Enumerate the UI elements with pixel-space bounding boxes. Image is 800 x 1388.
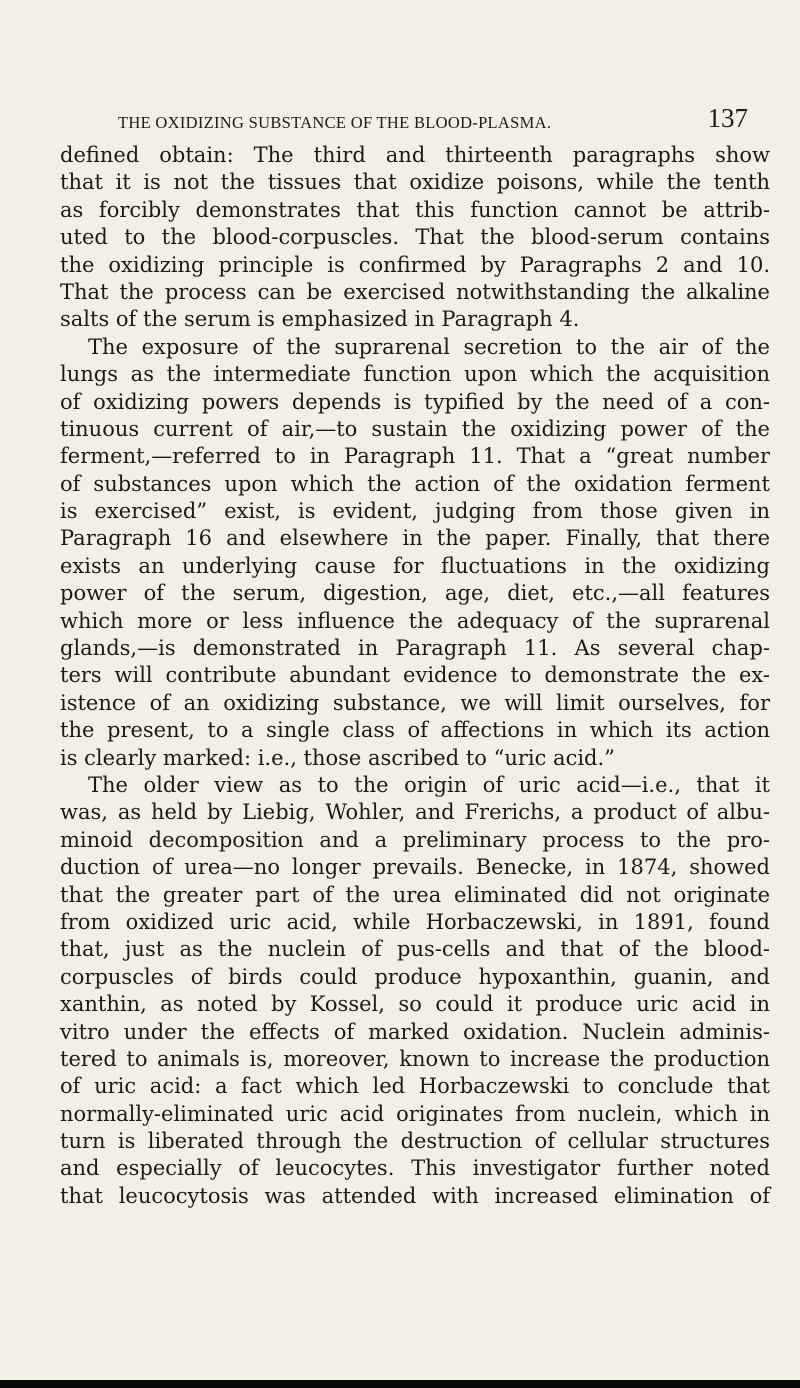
text-line: tinuous current of air,—to sustain the oxidizing power of the [60, 416, 770, 441]
text-line: That the process can be exercised notwithstanding the alkaline [60, 279, 770, 304]
body-text [60, 142, 770, 1210]
text-line: the present, to a single class of affections in which its action [60, 718, 770, 743]
text-line: which more or less influence the adequacy of the suprarenal [60, 608, 770, 633]
text-line: defined obtain: The third and thirteenth paragraphs show [60, 143, 770, 167]
text-line: lungs as the intermediate function upon which the acquisition [60, 362, 770, 387]
page-number: 137 [707, 103, 748, 133]
text-line: salts of the serum is emphasized in Paragraph 4. [60, 307, 580, 332]
text-line: the oxidizing principle is confirmed by Paragraphs 2 and 10. [60, 252, 770, 277]
text-line: that, just as the nuclein of pus-cells and that of the blood- [60, 937, 770, 962]
text-line: is exercised” exist, is evident, judging from those given in [60, 499, 770, 524]
text-line: that leucocytosis was attended with increased elimination of [60, 1183, 770, 1208]
text-line: The exposure of the suprarenal secretion to the air of the [88, 334, 770, 359]
text-line: duction of urea—no longer prevails. Benecke, in 1874, showed [60, 855, 770, 880]
text-line: vitro under the effects of marked oxidation. Nuclein adminis- [60, 1019, 770, 1044]
text-line: that the greater part of the urea eliminated did not originate [60, 882, 770, 907]
text-line: is clearly marked: i.e., those ascribed to “uric acid.” [60, 745, 615, 770]
text-line: ferment,—referred to in Paragraph 11. That a “great number [60, 444, 770, 469]
text-line: Paragraph 16 and elsewhere in the paper. Finally, that there [60, 526, 770, 551]
text-line: was, as held by Liebig, Wohler, and Frerichs, a product of albu- [60, 800, 770, 825]
text-line: that it is not the tissues that oxidize poisons, while the tenth [60, 170, 770, 195]
text-line: from oxidized uric acid, while Horbaczewski, in 1891, found [60, 909, 770, 934]
text-line: uted to the blood-corpuscles. That the blood-serum contains [60, 225, 770, 250]
text-line: of oxidizing powers depends is typified by the need of a con- [60, 389, 770, 414]
text-line: xanthin, as noted by Kossel, so could it produce uric acid in [60, 992, 770, 1017]
text-line: ters will contribute abundant evidence to demonstrate the ex- [60, 663, 770, 688]
text-line: as forcibly demonstrates that this function cannot be attrib- [60, 197, 770, 222]
text-line: glands,—is demonstrated in Paragraph 11. As several chap- [60, 636, 770, 661]
text-line: The older view as to the origin of uric acid—i.e., that it [88, 772, 770, 797]
text-line: exists an underlying cause for fluctuations in the oxidizing [60, 553, 770, 578]
text-line: power of the serum, digestion, age, diet, etc.,—all features [60, 581, 770, 606]
text-line: of substances upon which the action of the oxidation ferment [60, 471, 770, 496]
text-line: and especially of leucocytes. This investigator further noted [60, 1156, 770, 1181]
text-line: of uric acid: a fact which led Horbaczewski to conclude that [60, 1074, 770, 1099]
running-head [118, 103, 748, 139]
text-line: normally-eliminated uric acid originates from nuclein, which in [60, 1101, 770, 1126]
text-line: tered to animals is, moreover, known to increase the production [60, 1046, 770, 1071]
text-line: corpuscles of birds could produce hypoxanthin, guanin, and [60, 964, 770, 989]
page-bottom-border [0, 1380, 800, 1388]
text-line: turn is liberated through the destruction of cellular structures [60, 1129, 770, 1154]
text-line: istence of an oxidizing substance, we will limit ourselves, for [60, 690, 770, 715]
text-line: minoid decomposition and a preliminary process to the pro- [60, 827, 770, 852]
running-title: THE OXIDIZING SUBSTANCE OF THE BLOOD-PLASMA. [118, 113, 552, 132]
